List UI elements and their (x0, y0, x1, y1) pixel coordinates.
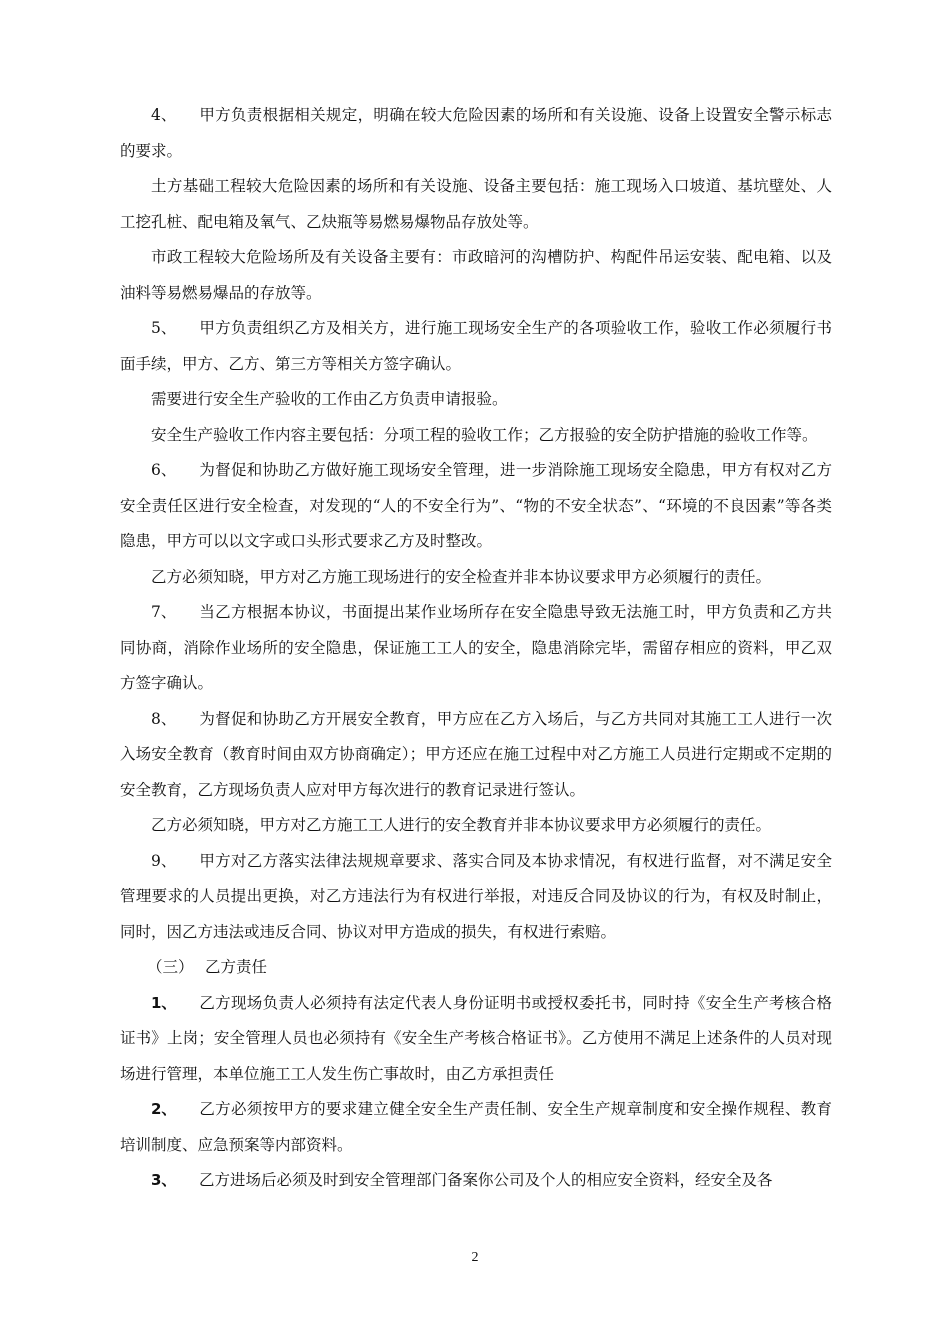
paragraph-6 (120, 453, 832, 560)
paragraph-text: 甲方负责根据相关规定，明确在较大危险因素的场所和有关设施、设备上设置安全警示标志的要求。 (120, 106, 832, 160)
paragraph (120, 240, 832, 311)
page-body (120, 98, 832, 1199)
party-b-item-3 (120, 1163, 832, 1199)
page-number: 2 (471, 1250, 479, 1265)
paragraph-text: 需要进行安全生产验收的工作由乙方负责申请报验。 (151, 390, 508, 408)
paragraph-text: 乙方现场负责人必须持有法定代表人身份证明书或授权委托书，同时持《安全生产考核合格证书》上岗；安全管理人员也必须持有《安全生产考核合格证书》。乙方使用不满足上述条件的人员对现场进行管理，本单位施工工人发生伤亡事故时，由乙方承担责任 (120, 993, 832, 1083)
paragraph-text: 甲方负责组织乙方及相关方，进行施工现场安全生产的各项验收工作，验收工作必须履行书面手续，甲方、乙方、第三方等相关方签字确认。 (120, 319, 832, 373)
paragraph-text: 安全生产验收工作内容主要包括：分项工程的验收工作；乙方报验的安全防护措施的验收工作等。 (151, 425, 818, 444)
paragraph-7 (120, 595, 832, 702)
party-b-item-2 (120, 1092, 832, 1163)
section-heading (147, 950, 832, 986)
paragraph-text: 乙方进场后必须及时到安全管理部门备案你公司及个人的相应安全资料，经安全及各 (199, 1171, 773, 1189)
paragraph (120, 418, 832, 454)
paragraph-text: 甲方对乙方落实法律法规规章要求、落实合同及本协求情况，有权进行监督，对不满足安全管理要求的人员提出更换，对乙方违法行为有权进行举报，对违反合同及协议的行为，有权及时制止，同时，因乙方违法或违反合同、协议对甲方造成的损失，有权进行索赔。 (120, 851, 832, 941)
paragraph-8 (120, 702, 832, 809)
paragraph-text: 乙方必须按甲方的要求建立健全安全生产责任制、安全生产规章制度和安全操作规程、教育培训制度、应急预案等内部资料。 (120, 1100, 832, 1154)
item-number: 2、 (151, 1100, 177, 1118)
paragraph-9 (120, 844, 832, 951)
paragraph (120, 169, 832, 240)
paragraph (120, 808, 832, 844)
item-number: 8、 (151, 709, 177, 728)
paragraph-4 (120, 98, 832, 169)
paragraph-text: 乙方必须知晓，甲方对乙方施工工人进行的安全教育并非本协议要求甲方必须履行的责任。 (151, 816, 772, 834)
paragraph-text: 乙方必须知晓，甲方对乙方施工现场进行的安全检查并非本协议要求甲方必须履行的责任。 (151, 567, 772, 586)
section-title: 乙方责任 (205, 958, 268, 976)
paragraph-text: 当乙方根据本协议，书面提出某作业场所存在安全隐患导致无法施工时，甲方负责和乙方共同协商，消除作业场所的安全隐患，保证施工工人的安全，隐患消除完毕，需留存相应的资料，甲乙双方签字确认。 (120, 603, 832, 692)
item-number: 1、 (151, 993, 177, 1012)
item-number: 6、 (151, 461, 177, 479)
item-number: 9、 (151, 851, 177, 870)
section-label: （三） (147, 958, 194, 976)
paragraph-text: 市政工程较大危险场所及有关设备主要有：市政暗河的沟槽防护、构配件吊运安装、配电箱、以及油料等易燃易爆品的存放等。 (120, 248, 832, 302)
paragraph (120, 382, 832, 418)
item-number: 3、 (151, 1171, 177, 1189)
paragraph (120, 560, 832, 596)
paragraph-text: 为督促和协助乙方开展安全教育，甲方应在乙方入场后，与乙方共同对其施工工人进行一次入场安全教育（教育时间由双方协商确定）；甲方还应在施工过程中对乙方施工人员进行定期或不定期的安全教育，乙方现场负责人应对甲方每次进行的教育记录进行签认。 (120, 709, 832, 799)
item-number: 5、 (151, 319, 177, 337)
item-number: 4、 (151, 106, 177, 124)
paragraph-text: 为督促和协助乙方做好施工现场安全管理，进一步消除施工现场安全隐患，甲方有权对乙方安全责任区进行安全检查，对发现的“人的不安全行为”、“物的不安全状态”、“环境的不良因素”等各类隐患，甲方可以以文字或口头形式要求乙方及时整改。 (120, 461, 832, 550)
party-b-item-1 (120, 986, 832, 1093)
paragraph-5 (120, 311, 832, 382)
paragraph-text: 土方基础工程较大危险因素的场所和有关设施、设备主要包括：施工现场入口坡道、基坑壁处、人工挖孔桩、配电箱及氧气、乙炔瓶等易燃易爆物品存放处等。 (120, 177, 832, 231)
item-number: 7、 (151, 603, 177, 621)
